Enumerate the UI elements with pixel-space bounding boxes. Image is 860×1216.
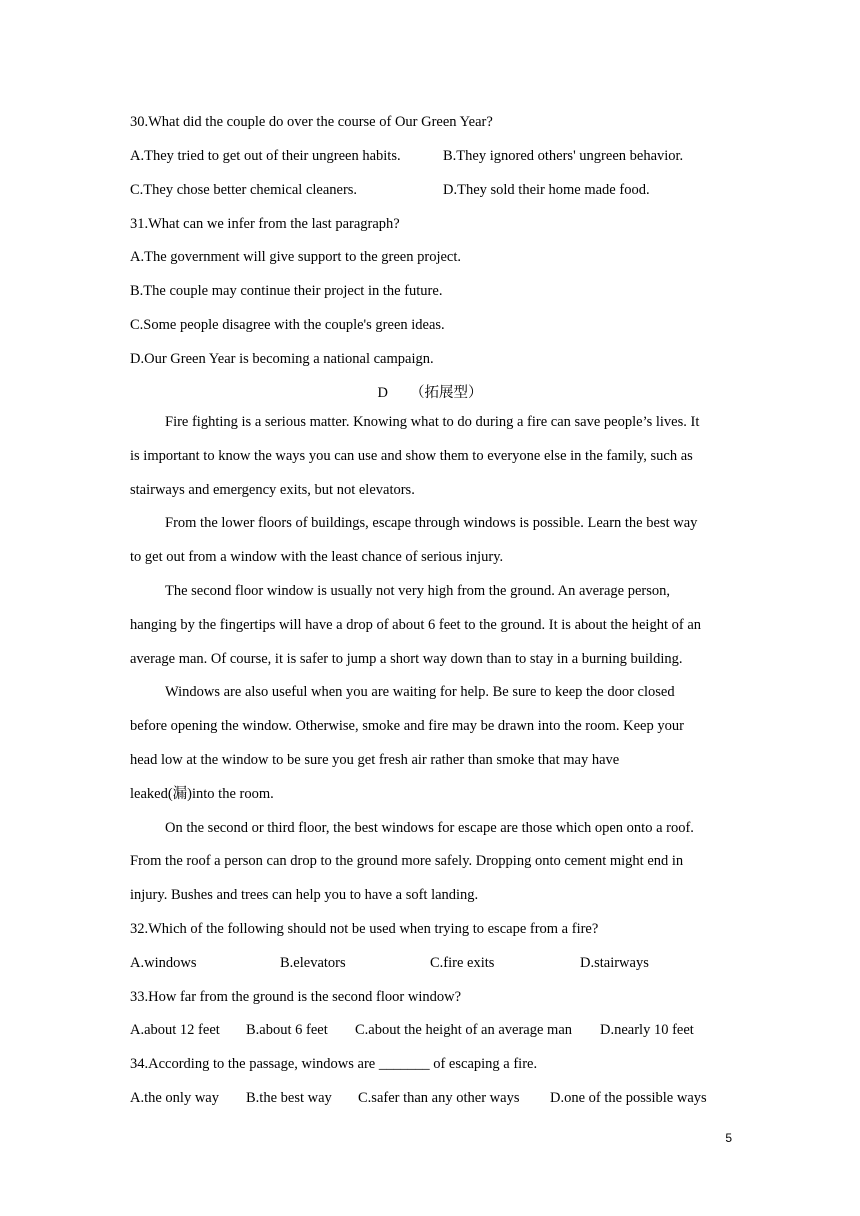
- q34-option-c: C.safer than any other ways: [358, 1090, 520, 1106]
- page-number: 5: [725, 1131, 732, 1145]
- section-letter: D: [377, 385, 388, 401]
- q32-question: 32.Which of the following should not be used when trying to escape from a fire?: [130, 921, 599, 937]
- q32-option-a: A.windows: [130, 955, 197, 971]
- q33-option-b: B.about 6 feet: [246, 1022, 328, 1038]
- q34-option-d: D.one of the possible ways: [550, 1090, 707, 1106]
- q32-option-d: D.stairways: [580, 955, 649, 971]
- q31-option-b: B.The couple may continue their project in the future.: [130, 283, 443, 299]
- q30-option-b: B.They ignored others' ungreen behavior.: [443, 148, 684, 164]
- q32-option-b: B.elevators: [280, 955, 346, 971]
- q34-option-a: A.the only way: [130, 1090, 219, 1106]
- passage-line: The second floor window is usually not very high from the ground. An average person,: [165, 583, 670, 599]
- passage-line: On the second or third floor, the best windows for escape are those which open onto a roof.: [165, 820, 694, 836]
- q32-option-c: C.fire exits: [430, 955, 495, 971]
- q33-question: 33.How far from the ground is the second floor window?: [130, 989, 462, 1005]
- q30-option-c: C.They chose better chemical cleaners.: [130, 182, 358, 198]
- passage-line: stairways and emergency exits, but not elevators.: [130, 482, 415, 498]
- passage-line: Windows are also useful when you are waiting for help. Be sure to keep the door closed: [165, 684, 675, 700]
- q30-question: 30.What did the couple do over the course of Our Green Year?: [130, 114, 493, 130]
- q33-option-c: C.about the height of an average man: [355, 1022, 573, 1038]
- passage-line: average man. Of course, it is safer to jump a short way down than to stay in a burning building.: [130, 651, 683, 667]
- q34-question: 34.According to the passage, windows are _______ of escaping a fire.: [130, 1056, 538, 1072]
- passage-line: to get out from a window with the least chance of serious injury.: [130, 549, 504, 565]
- section-heading: [0, 384, 860, 402]
- q31-option-c: C.Some people disagree with the couple's green ideas.: [130, 317, 445, 333]
- q34-option-b: B.the best way: [246, 1090, 332, 1106]
- q33-option-a: A.about 12 feet: [130, 1022, 220, 1038]
- section-type: （拓展型）: [409, 385, 483, 401]
- q31-question: 31.What can we infer from the last paragraph?: [130, 216, 400, 232]
- q33-option-d: D.nearly 10 feet: [600, 1022, 694, 1038]
- passage-line: head low at the window to be sure you get fresh air rather than smoke that may have: [130, 752, 620, 768]
- passage-line: leaked(漏)into the room.: [130, 786, 274, 802]
- passage-line: From the roof a person can drop to the ground more safely. Dropping onto cement might end in: [130, 853, 684, 869]
- passage-line: From the lower floors of buildings, escape through windows is possible. Learn the best way: [165, 515, 698, 531]
- passage-line: injury. Bushes and trees can help you to have a soft landing.: [130, 887, 479, 903]
- q30-option-d: D.They sold their home made food.: [443, 182, 650, 198]
- passage-line: is important to know the ways you can use and show them to everyone else in the family, such as: [130, 448, 693, 464]
- q31-option-a: A.The government will give support to the green project.: [130, 249, 461, 265]
- passage-line: before opening the window. Otherwise, smoke and fire may be drawn into the room. Keep your: [130, 718, 684, 734]
- q30-option-a: A.They tried to get out of their ungreen habits.: [130, 148, 401, 164]
- passage-line: Fire fighting is a serious matter. Knowing what to do during a fire can save people’s lives. It: [165, 414, 700, 430]
- passage-line: hanging by the fingertips will have a drop of about 6 feet to the ground. It is about the height of an: [130, 617, 702, 633]
- q31-option-d: D.Our Green Year is becoming a national campaign.: [130, 351, 434, 367]
